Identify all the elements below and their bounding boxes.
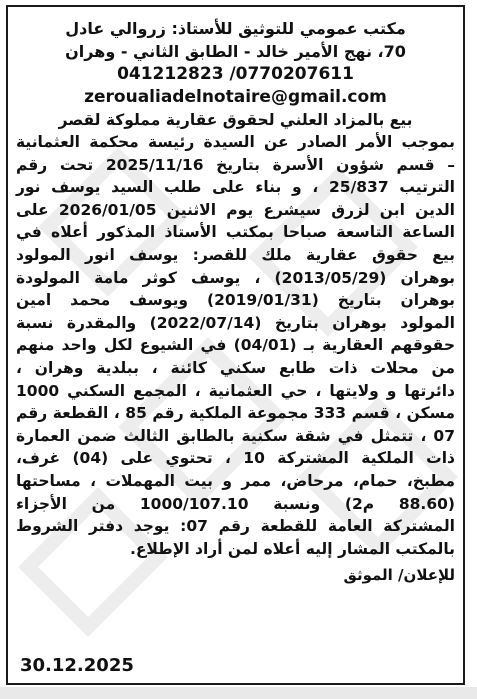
- body-line: بيع حقوق عقارية ملك للقصر: يوسف انور المولود: [16, 245, 455, 264]
- body-line: بالمكتب المشار إليه أعلاه لمن أراد الإطلاع.: [129, 539, 455, 558]
- body-line: بوهران بتاريخ (2019/01/31) ويوسف محمد امين: [16, 291, 455, 310]
- office-phones: 041212823 /0770207611: [117, 64, 354, 84]
- body-line: المشتركة العامة للقطعة رقم 07: يوجد دفتر الشروط: [16, 517, 455, 536]
- body-line: الدين ابن لزرق سيشرع يوم الاثنين 2026/01/05 على: [16, 200, 455, 219]
- body-line: حقوقهم العقارية بـ (04/01) في الشيوع لكل واحد منهم: [16, 336, 455, 355]
- body-line: بوهران (2013/05/29) ، يوسف كوثر مامة المولودة: [16, 268, 456, 287]
- signature-label: للإعلان/ الموثق: [343, 566, 455, 585]
- notice-frame: [6, 5, 465, 685]
- office-email[interactable]: zeroualiadelnotaire@gmail.com: [84, 87, 387, 107]
- body-line: من محلات ذات طابع سكني كائنة ، ببلدية وهران ،: [16, 358, 455, 377]
- body-line: الترتيب 25/837 ، و بناء على طلب السيد يوسف نور: [16, 178, 455, 197]
- body-line: مسكن ، قسم 333 مجموعة الملكية رقم 85 ، القطعة رقم: [16, 404, 455, 423]
- body-line: (88.60 م2) ونسبة 1000/107.10 من الأجزاء: [16, 494, 455, 513]
- notice-date: 30.12.2025: [20, 655, 134, 676]
- page-bottom-strip: [0, 687, 477, 699]
- body-line: دائرتها و ولايتها ، حي العثمانية ، المجمع السكني 1000: [16, 381, 455, 400]
- office-address: 70، نهج الأمير خالد - الطابق الثاني - وهران: [65, 42, 406, 61]
- notice-title: بيع بالمزاد العلني لحقوق عقارية مملوكة لقصر: [58, 111, 413, 129]
- body-line: ذات الملكية المشتركة 10 ، تحتوي على (04) غرف،: [16, 449, 455, 468]
- body-line: – قسم شؤون الأسرة بتاريخ 2025/11/16 تحت رقم: [16, 155, 456, 174]
- notice-body: [16, 131, 455, 560]
- body-line: الساعة التاسعة صباحا بمكتب الأستاذ المذكور أعلاه في: [16, 223, 455, 242]
- body-line: المولود بوهران بتاريخ (2022/07/14) والمقدرة نسبة: [16, 313, 455, 332]
- body-line: مطبخ، حمام، مرحاض، ممر و بيت المهملات ، مساحتها: [16, 471, 455, 490]
- body-line: 07 ، تتمثل في شقة سكنية بالطابق الثالث ضمن العمارة: [16, 426, 455, 445]
- notice-content: [16, 17, 455, 588]
- body-line: بموجب الأمر الصادر عن السيدة رئيسة محكمة العثمانية: [16, 133, 455, 151]
- office-name: مكتب عمومي للتوثيق للأستاذ: زروالي عادل: [65, 19, 406, 38]
